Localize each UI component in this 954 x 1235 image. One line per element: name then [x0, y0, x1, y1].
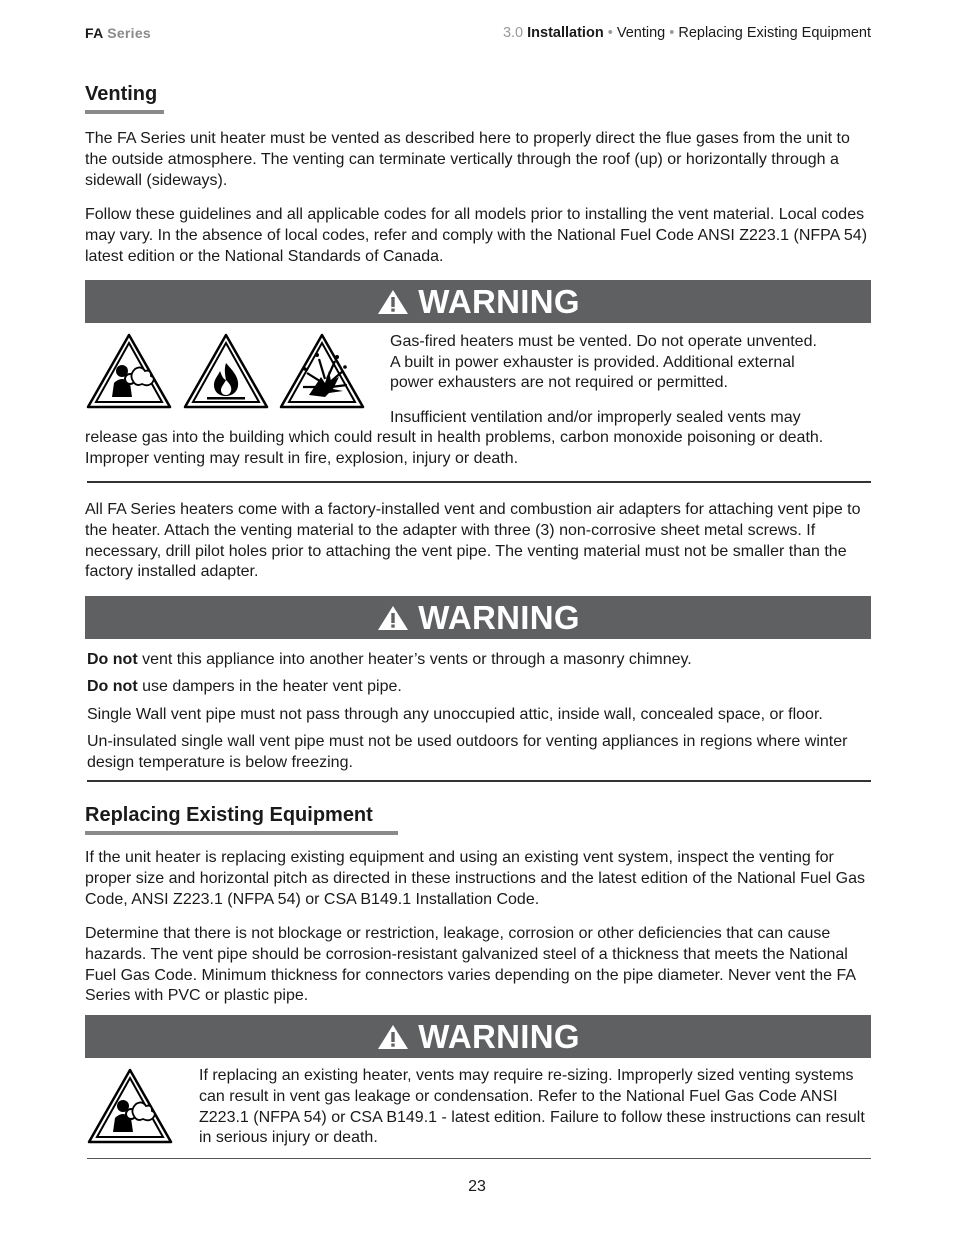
fire-hazard-icon — [183, 333, 269, 409]
warning-1-line-1: Gas-fired heaters must be vented. Do not operate unvented. — [390, 333, 817, 350]
heading-underline — [85, 831, 398, 835]
explosion-hazard-icon — [279, 333, 365, 409]
breadcrumb-replacing: Replacing Existing Equipment — [678, 25, 871, 41]
replacing-heading-block — [85, 803, 373, 827]
warning-banner — [85, 596, 871, 639]
footer-divider — [87, 1158, 871, 1159]
venting-paragraph-1: The FA Series unit heater must be vented as described here to properly direct the flue gases from the unit to the outside atmosphere. The venting can terminate vertically through the roof (up) or horizontally through a sidewall (sideways). — [85, 130, 850, 189]
warning-2-list — [87, 650, 871, 780]
divider — [87, 780, 871, 782]
section-heading-replacing: Replacing Existing Equipment — [85, 804, 373, 826]
brand-name: FA — [85, 25, 103, 41]
warning-2-item-text: use dampers in the heater vent pipe. — [137, 678, 402, 696]
warning-2-item: Un-insulated single wall vent pipe must not be used outdoors for venting appliances in regions where winter design temperature is below freezing. — [87, 732, 848, 771]
replacing-paragraph-1: If the unit heater is replacing existing equipment and using an existing vent system, inspect the venting for proper size and horizontal pitch as directed in these instructions and the latest edition of the National Fuel Gas Code, ANSI Z223.1 (NFPA 54) or CSA B149.1 Installation Code. — [85, 849, 866, 908]
heading-underline — [85, 110, 164, 114]
warning-label: WARNING — [418, 282, 580, 320]
venting-paragraph-2: Follow these guidelines and all applicable codes for all models prior to installing the vent material. Local codes may vary. In the absence of local codes, refer and comply with the National Fuel Code ANSI Z223.1 (NFPA 54) latest edition or the National Standards of Canada. — [85, 206, 868, 265]
warning-2-item-text: vent this appliance into another heater’s vents or through a masonry chimney. — [137, 651, 692, 668]
section-number: 3.0 — [502, 25, 524, 41]
divider — [87, 481, 871, 483]
breadcrumb — [503, 25, 871, 41]
running-header-series — [85, 25, 151, 41]
series-label: Series — [107, 25, 152, 41]
warning-1-line-6: Improper venting may result in fire, explosion, injury or death. — [85, 450, 519, 467]
warning-banner — [85, 280, 871, 323]
warning-1-line-3: power exhausters are not required or permitted. — [390, 374, 728, 391]
warning-3-text: If replacing an existing heater, vents may require re-sizing. Improperly sized venting systems can result in vent gas leakage or condensation. Refer to the National Fuel Gas Code ANSI Z223.1 (NFPA 54) or CSA B149.1 - latest edition. Failure to follow these instructions can result in serious injury or death. — [199, 1067, 865, 1147]
venting-heading-block — [85, 82, 157, 106]
breadcrumb-venting: Venting — [616, 25, 666, 41]
breadcrumb-separator: • — [607, 25, 613, 41]
warning-2-item — [87, 650, 871, 671]
warning-banner — [85, 1015, 871, 1058]
emphasis-do-not: Do not — [87, 651, 138, 668]
warning-label: WARNING — [418, 1017, 580, 1055]
warning-triangle-icon — [376, 604, 410, 632]
page-number: 23 — [468, 1178, 486, 1195]
toxic-gas-hazard-icon — [86, 333, 172, 409]
adapters-paragraph: All FA Series heaters come with a factory-installed vent and combustion air adapters for attaching vent pipe to the heater. Attach the venting material to the adapter with three (3) non-corrosive sheet metal screws. If necessary, drill pilot holes prior to attaching the vent pipe. The venting material must not be smaller than the factory installed adapter. — [85, 501, 861, 581]
warning-2-item: Single Wall vent pipe must not pass through any unoccupied attic, inside wall, concealed space, or floor. — [87, 705, 823, 723]
warning-triangle-icon — [376, 1023, 410, 1051]
warning-1-line-2: A built in power exhauster is provided. Additional external — [390, 353, 795, 371]
replacing-paragraph-2: Determine that there is not blockage or restriction, leakage, corrosion or other deficiencies that can cause hazards. The vent pipe should be corrosion-resistant galvanized steel of a thickness that meets the National Fuel Gas Code. Minimum thickness for connectors varies depending on the pipe diameter. Never vent the FA Series with PVC or plastic pipe. — [85, 925, 856, 1005]
toxic-gas-hazard-icon — [87, 1068, 173, 1144]
warning-1-line-4: Insufficient ventilation and/or improperly sealed vents may — [390, 409, 801, 426]
emphasis-do-not: Do not — [87, 678, 138, 696]
warning-label: WARNING — [418, 598, 580, 636]
warning-2-item — [87, 677, 871, 698]
warning-1-line-5: release gas into the building which could result in health problems, carbon monoxide poisoning or death. — [85, 429, 824, 446]
section-heading-venting: Venting — [85, 83, 158, 105]
warning-triangle-icon — [376, 288, 410, 316]
breadcrumb-separator: • — [669, 25, 675, 41]
section-title: Installation — [527, 25, 604, 41]
